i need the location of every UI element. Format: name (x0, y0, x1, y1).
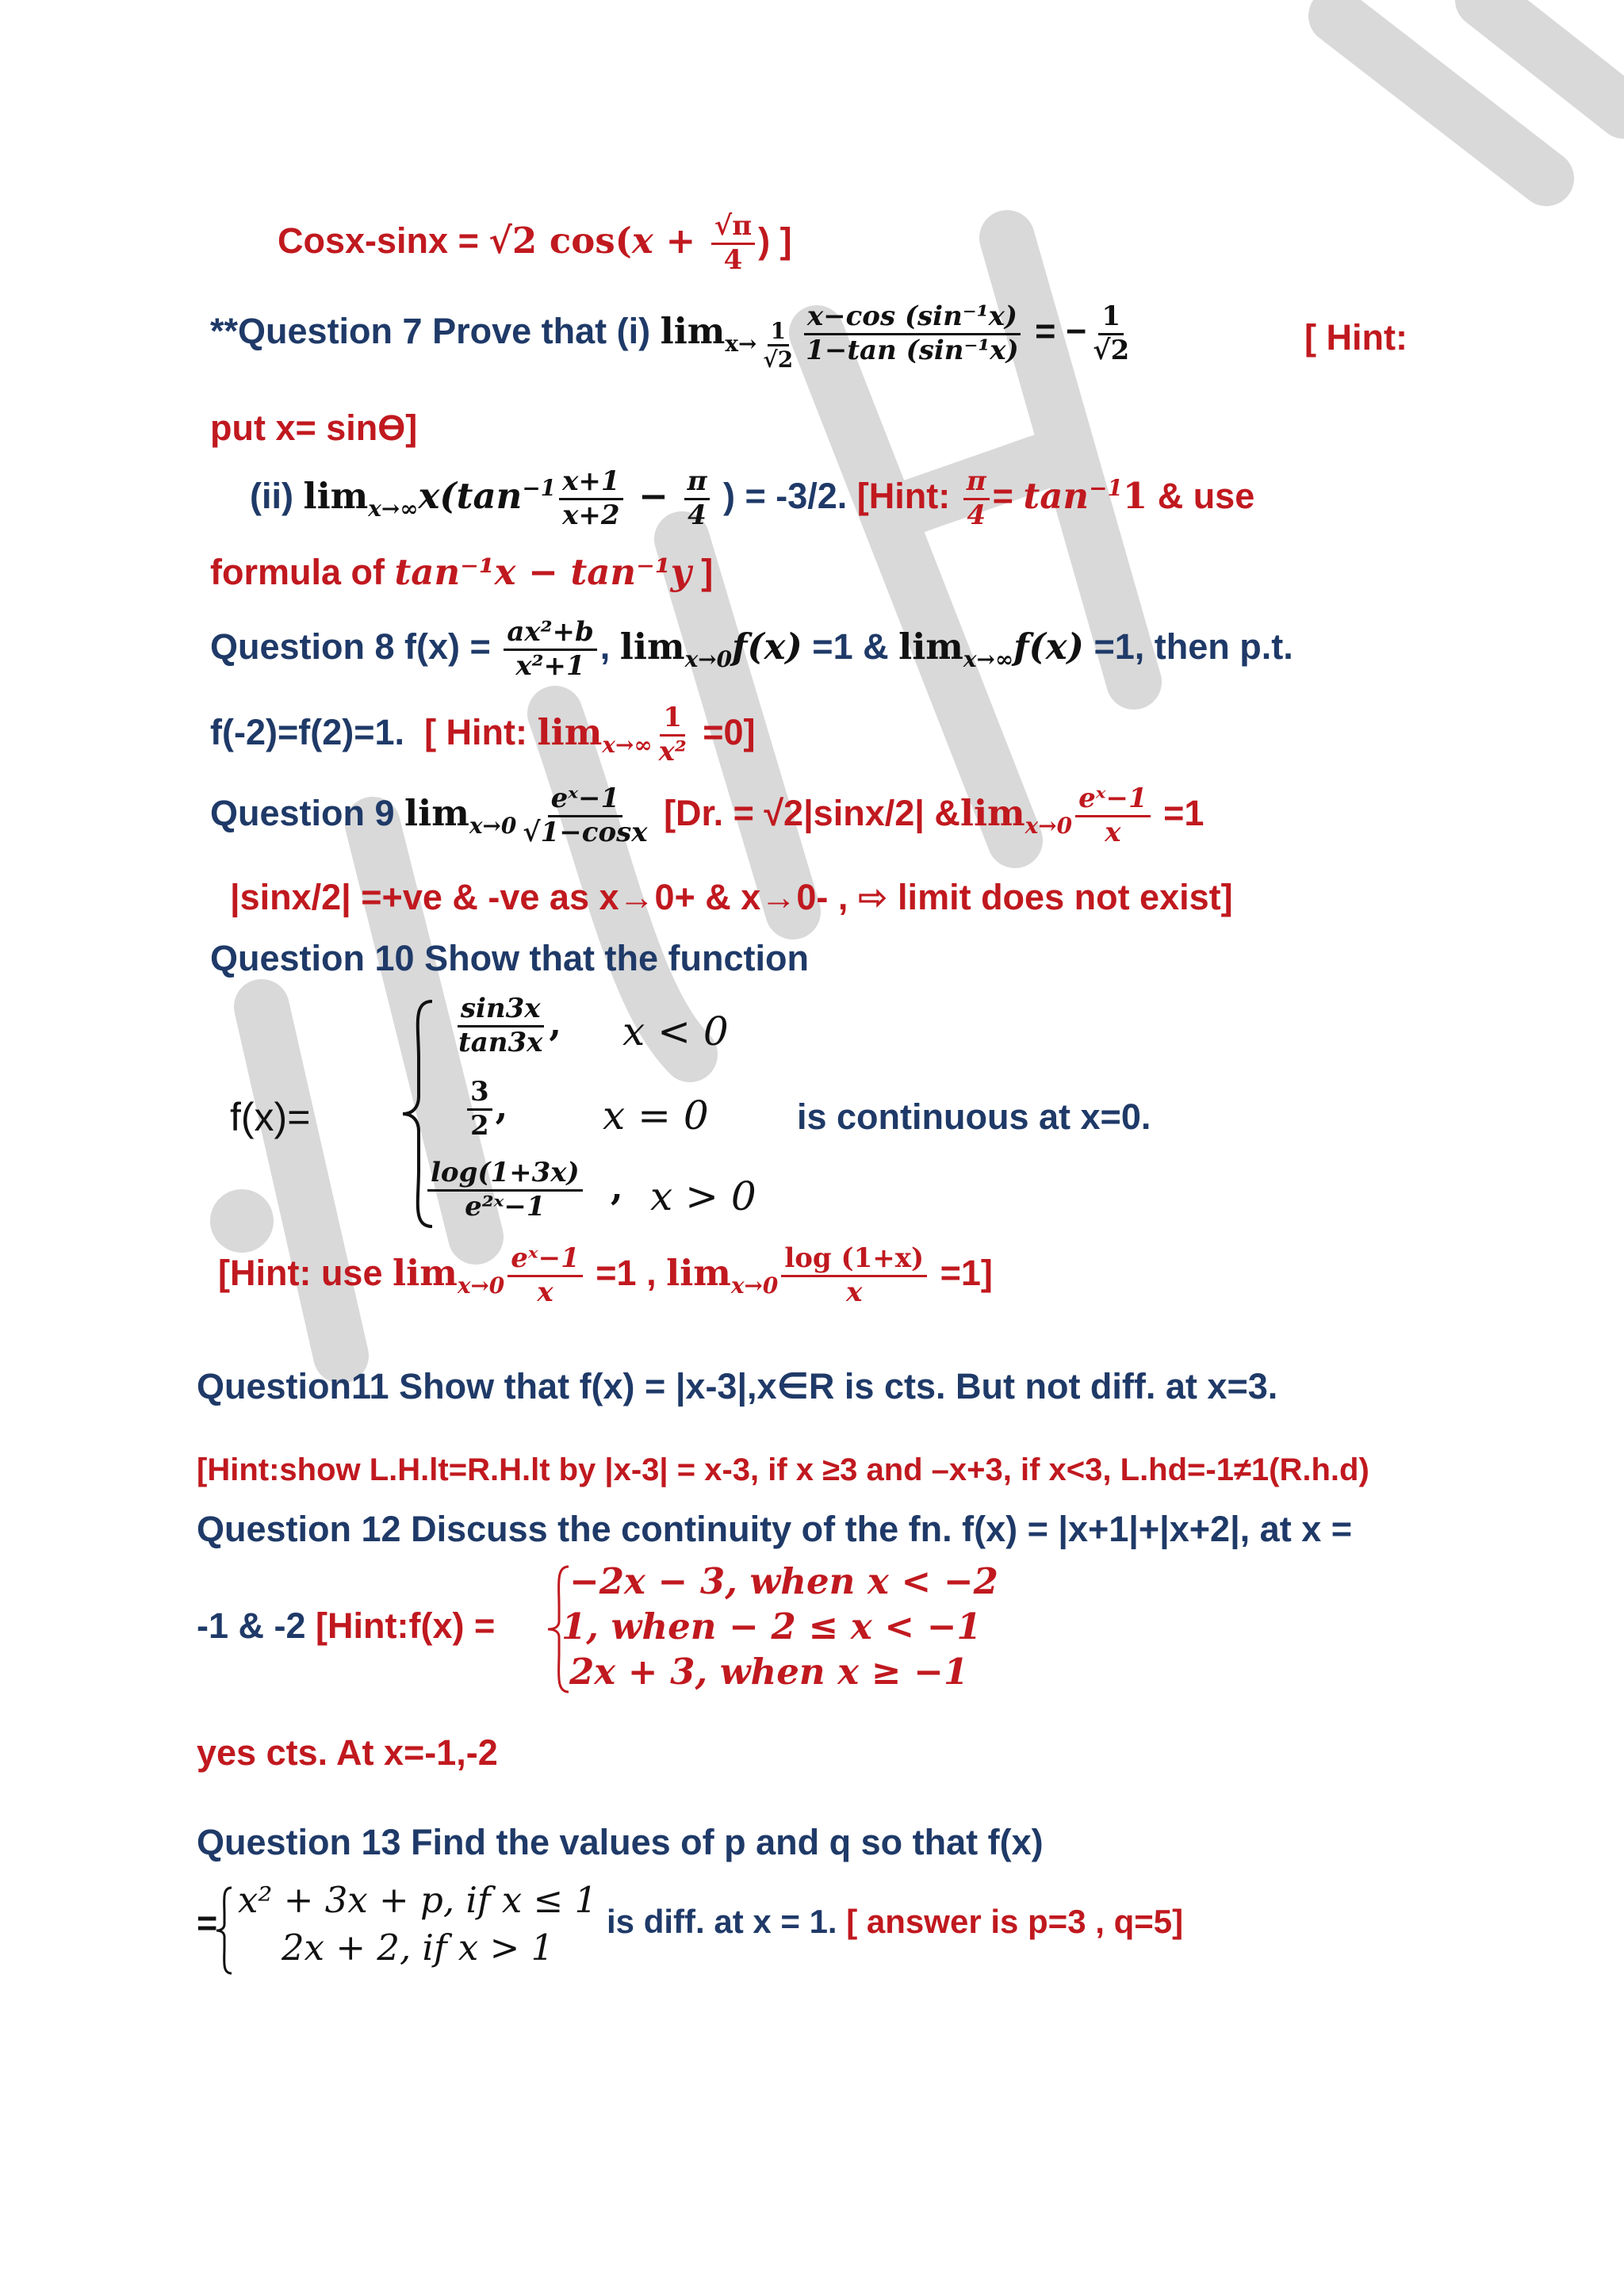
q7ii-hint-line2: formula of tan⁻¹x − tan⁻¹y ] (210, 551, 714, 593)
q12-case-3: 2x + 3, when x ≥ −1 (569, 1651, 969, 1693)
q12-case-1: −2x − 3, when x < −2 (569, 1560, 998, 1602)
q10-case-3: $\frac{\log(1+3x)}{\text{e²ˣ−1}}$ , (424, 1159, 623, 1221)
q12-answer: yes cts. At x=-1,-2 (197, 1732, 498, 1773)
q7-limit-fraction: $\frac{\text{x−cos (sin⁻¹x)}}{\text{1−tan (sin⁻¹x)}}$ (802, 303, 1022, 365)
q10-conclusion: is continuous at x=0. (797, 1096, 1151, 1137)
q10-hint: [Hint: use $\lim_{x\to 0}$ $\frac{\text{eˣ−1}}{x}$ =1 , $\lim_{x\to 0}$ $\frac{\log (1+x)}{x}$ =1] (218, 1242, 993, 1308)
question-13: Question 13 Find the values of p and q so that f(x) (197, 1822, 1044, 1862)
q10-case-2: $\frac{3}{2}$ , (464, 1078, 508, 1140)
question-12: Question 12 Discuss the continuity of the fn. f(x) = |x+1|+|x+2|, at x = (197, 1509, 1353, 1549)
q11-hint: [Hint:show L.H.lt=R.H.lt by |x-3| = x-3, if x ≥3 and –x+3, if x<3, L.hd=-1≠1(R.h.d) (197, 1452, 1369, 1487)
q12-line2: -1 & -2 [Hint:f(x) = (197, 1605, 496, 1646)
q9-hint-line2: |sinx/2| =+ve & -ve as x→0+ & x→0- , ⇨ limit does not exist] (230, 877, 1233, 917)
q13-case-2: 2x + 2, if x > 1 (282, 1927, 554, 1969)
q10-case-3-cond: x > 0 (650, 1173, 756, 1219)
q10-case-2-cond: x = 0 (603, 1093, 709, 1138)
q7-hint-end: put x= sinϴ] (210, 408, 418, 448)
q13-brace (213, 1883, 236, 1978)
question-8: Question 8 f(x) = $\frac{\text{ax²+b}}{\text{x²+1}}$ , $\lim_{x\to 0}f(x) =1$ & $\lim_{x\to\infty}f(x) =1$, then p.t. (210, 616, 1293, 682)
q10-case-1: $\frac{\sin 3x}{\tan 3x}$ , (458, 993, 562, 1058)
question-7-ii: (ii) $\lim_{x\to\infty}x(\tan^{-1}$ $\frac{x+1}{x+2}$ − $\frac{\pi}{4}$ ) = -3/2. [Hint: $\frac{\pi}{4}$ = $\tan^{-1}1$ & use (250, 465, 1255, 531)
sqrt-pi-over-4: $\frac{√\pi}{4}$ (711, 212, 755, 274)
q8-line2: f(-2)=f(2)=1. [ Hint: $\lim_{x\to\infty}$ $\frac{1}{\text{x²}}$ =0] (210, 702, 756, 767)
q13-eq: = (197, 1903, 218, 1943)
q10-fx-label: f(x)= (230, 1095, 311, 1139)
q10-case-1-cond: x < 0 (622, 1008, 729, 1054)
question-7: **Question 7 Prove that (i) $\lim_{x\to \frac{1}{√2}}$ $\frac{\text{x−cos (sin⁻¹x)}}{\text{1−tan (sin⁻¹x)}}$ = − $\frac{1}{√2}$ (210, 300, 1130, 373)
q12-case-2: 1, when − 2 ≤ x < −1 (561, 1605, 982, 1647)
question-9: Question 9 $\lim_{x\to 0}$ $\frac{\text{eˣ−1}}{√1-\cos x}$ [Dr. = √2|sinx/2| $\&\lim_{x\to 0}$ $\frac{\text{eˣ−1}}{x}$ =1 (210, 783, 1205, 848)
q7-hint-start: [ Hint: (1304, 317, 1408, 358)
question-10-title: Question 10 Show that the function (210, 938, 810, 978)
q13-case-1: x² + 3x + p, if x ≤ 1 (238, 1879, 598, 1921)
identity-line: Cosx-sinx = √2 cos(x + $\frac{√\pi}{4}$ ) ] (278, 210, 792, 276)
q13-tail: is diff. at x = 1. [ answer is p=3 , q=5] (607, 1903, 1184, 1940)
question-11: Question11 Show that f(x) = |x-3|,x∈R is cts. But not diff. at x=3. (197, 1366, 1278, 1406)
